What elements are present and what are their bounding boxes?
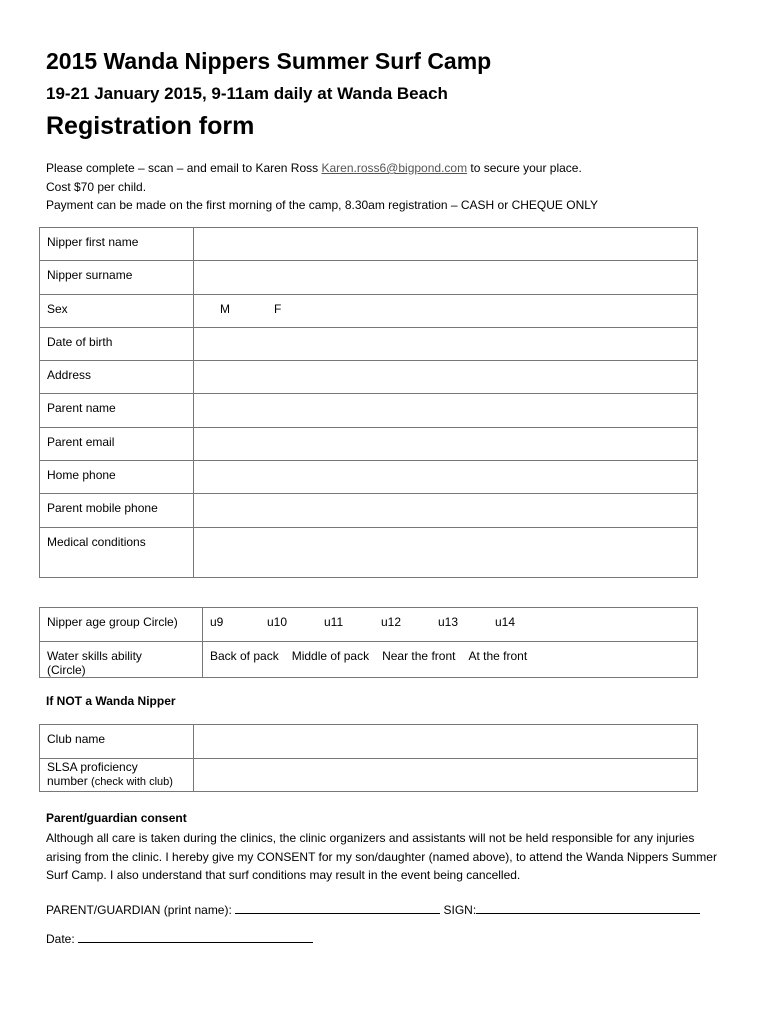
skill-option-front[interactable]: At the front xyxy=(468,649,528,663)
age-option-u11[interactable]: u11 xyxy=(324,615,344,629)
table-row xyxy=(40,608,698,642)
table-row xyxy=(40,427,698,460)
medical-field[interactable] xyxy=(194,527,698,577)
intro-line-1: Please complete – scan – and email to Karen Ross Karen.ross6@bigpond.com to secure your place. xyxy=(46,161,582,175)
medical-label: Medical conditions xyxy=(40,527,194,577)
mobile-field[interactable] xyxy=(194,494,698,527)
skill-option-middle[interactable]: Middle of pack xyxy=(291,649,370,663)
table-row xyxy=(40,228,698,261)
nipper-details-table xyxy=(39,227,698,578)
skill-option-near-front[interactable]: Near the front xyxy=(382,649,456,663)
table-row xyxy=(40,642,698,678)
print-name-label: PARENT/GUARDIAN (print name): xyxy=(46,903,236,917)
age-skills-table xyxy=(39,607,698,678)
surname-field[interactable] xyxy=(194,261,698,294)
table-row xyxy=(40,394,698,427)
table-row xyxy=(40,261,698,294)
address-label: Address xyxy=(40,361,194,394)
slsa-label: SLSA proficiency number (check with club) xyxy=(40,758,194,792)
dob-field[interactable] xyxy=(194,327,698,360)
age-option-u14[interactable]: u14 xyxy=(495,615,516,629)
event-dates: 19-21 January 2015, 9-11am daily at Wanda Beach xyxy=(46,84,448,103)
first-name-field[interactable] xyxy=(194,228,698,261)
payment-line: Payment can be made on the first morning of the camp, 8.30am registration – CASH or CHEQUE ONLY xyxy=(46,198,599,212)
form-title: Registration form xyxy=(46,112,255,140)
mobile-label: Parent mobile phone xyxy=(40,494,194,527)
parent-name-field[interactable] xyxy=(194,394,698,427)
dob-label: Date of birth xyxy=(40,327,194,360)
print-name-field[interactable] xyxy=(235,901,440,914)
table-row xyxy=(40,461,698,494)
sign-label: SIGN: xyxy=(440,903,477,917)
consent-text: Although all care is taken during the clinics, the clinic organizers and assistants will not be held responsible for any injuries arising from the clinic. I hereby give my CONSENT for my son/daughter (named above), to attend the Wanda Nippers Summer Surf Camp. I also understand that surf conditions may result in the event being cancelled. xyxy=(46,831,717,882)
table-row xyxy=(40,527,698,577)
sex-option-m[interactable]: M xyxy=(220,301,230,316)
signature-line xyxy=(46,901,700,917)
table-row xyxy=(40,294,698,327)
age-option-u9[interactable]: u9 xyxy=(210,615,224,629)
table-row xyxy=(40,361,698,394)
skill-option-back[interactable]: Back of pack xyxy=(210,649,279,663)
club-name-field[interactable] xyxy=(194,725,698,759)
age-option-u10[interactable]: u10 xyxy=(267,615,288,629)
non-nipper-heading: If NOT a Wanda Nipper xyxy=(46,694,176,708)
page-title: 2015 Wanda Nippers Summer Surf Camp xyxy=(46,48,492,74)
date-line xyxy=(46,930,313,946)
address-field[interactable] xyxy=(194,361,698,394)
non-nipper-table xyxy=(39,724,698,792)
club-name-label: Club name xyxy=(40,725,194,759)
table-row xyxy=(40,494,698,527)
sex-label: Sex xyxy=(40,294,194,327)
home-phone-field[interactable] xyxy=(194,461,698,494)
water-skills-options[interactable] xyxy=(203,642,698,678)
first-name-label: Nipper first name xyxy=(40,228,194,261)
age-group-options[interactable] xyxy=(203,608,698,642)
email-link[interactable]: Karen.ross6@bigpond.com xyxy=(321,161,468,175)
consent-heading: Parent/guardian consent xyxy=(46,811,187,825)
sign-field[interactable] xyxy=(476,901,700,914)
table-row xyxy=(40,725,698,759)
intro-text xyxy=(46,159,598,215)
slsa-field[interactable] xyxy=(194,758,698,792)
parent-email-label: Parent email xyxy=(40,427,194,460)
cost-line: Cost $70 per child. xyxy=(46,179,147,194)
age-option-u13[interactable]: u13 xyxy=(438,615,459,629)
table-row xyxy=(40,758,698,792)
home-phone-label: Home phone xyxy=(40,461,194,494)
age-group-label: Nipper age group Circle) xyxy=(40,608,203,642)
sex-field[interactable] xyxy=(194,294,698,327)
age-option-u12[interactable]: u12 xyxy=(381,615,402,629)
slsa-note: (check with club) xyxy=(91,775,173,788)
sex-option-f[interactable]: F xyxy=(274,301,282,316)
parent-name-label: Parent name xyxy=(40,394,194,427)
date-label: Date: xyxy=(46,932,79,946)
table-row xyxy=(40,327,698,360)
date-field[interactable] xyxy=(78,930,313,943)
surname-label: Nipper surname xyxy=(40,261,194,294)
water-skills-label: Water skills ability (Circle) xyxy=(40,642,203,678)
parent-email-field[interactable] xyxy=(194,427,698,460)
